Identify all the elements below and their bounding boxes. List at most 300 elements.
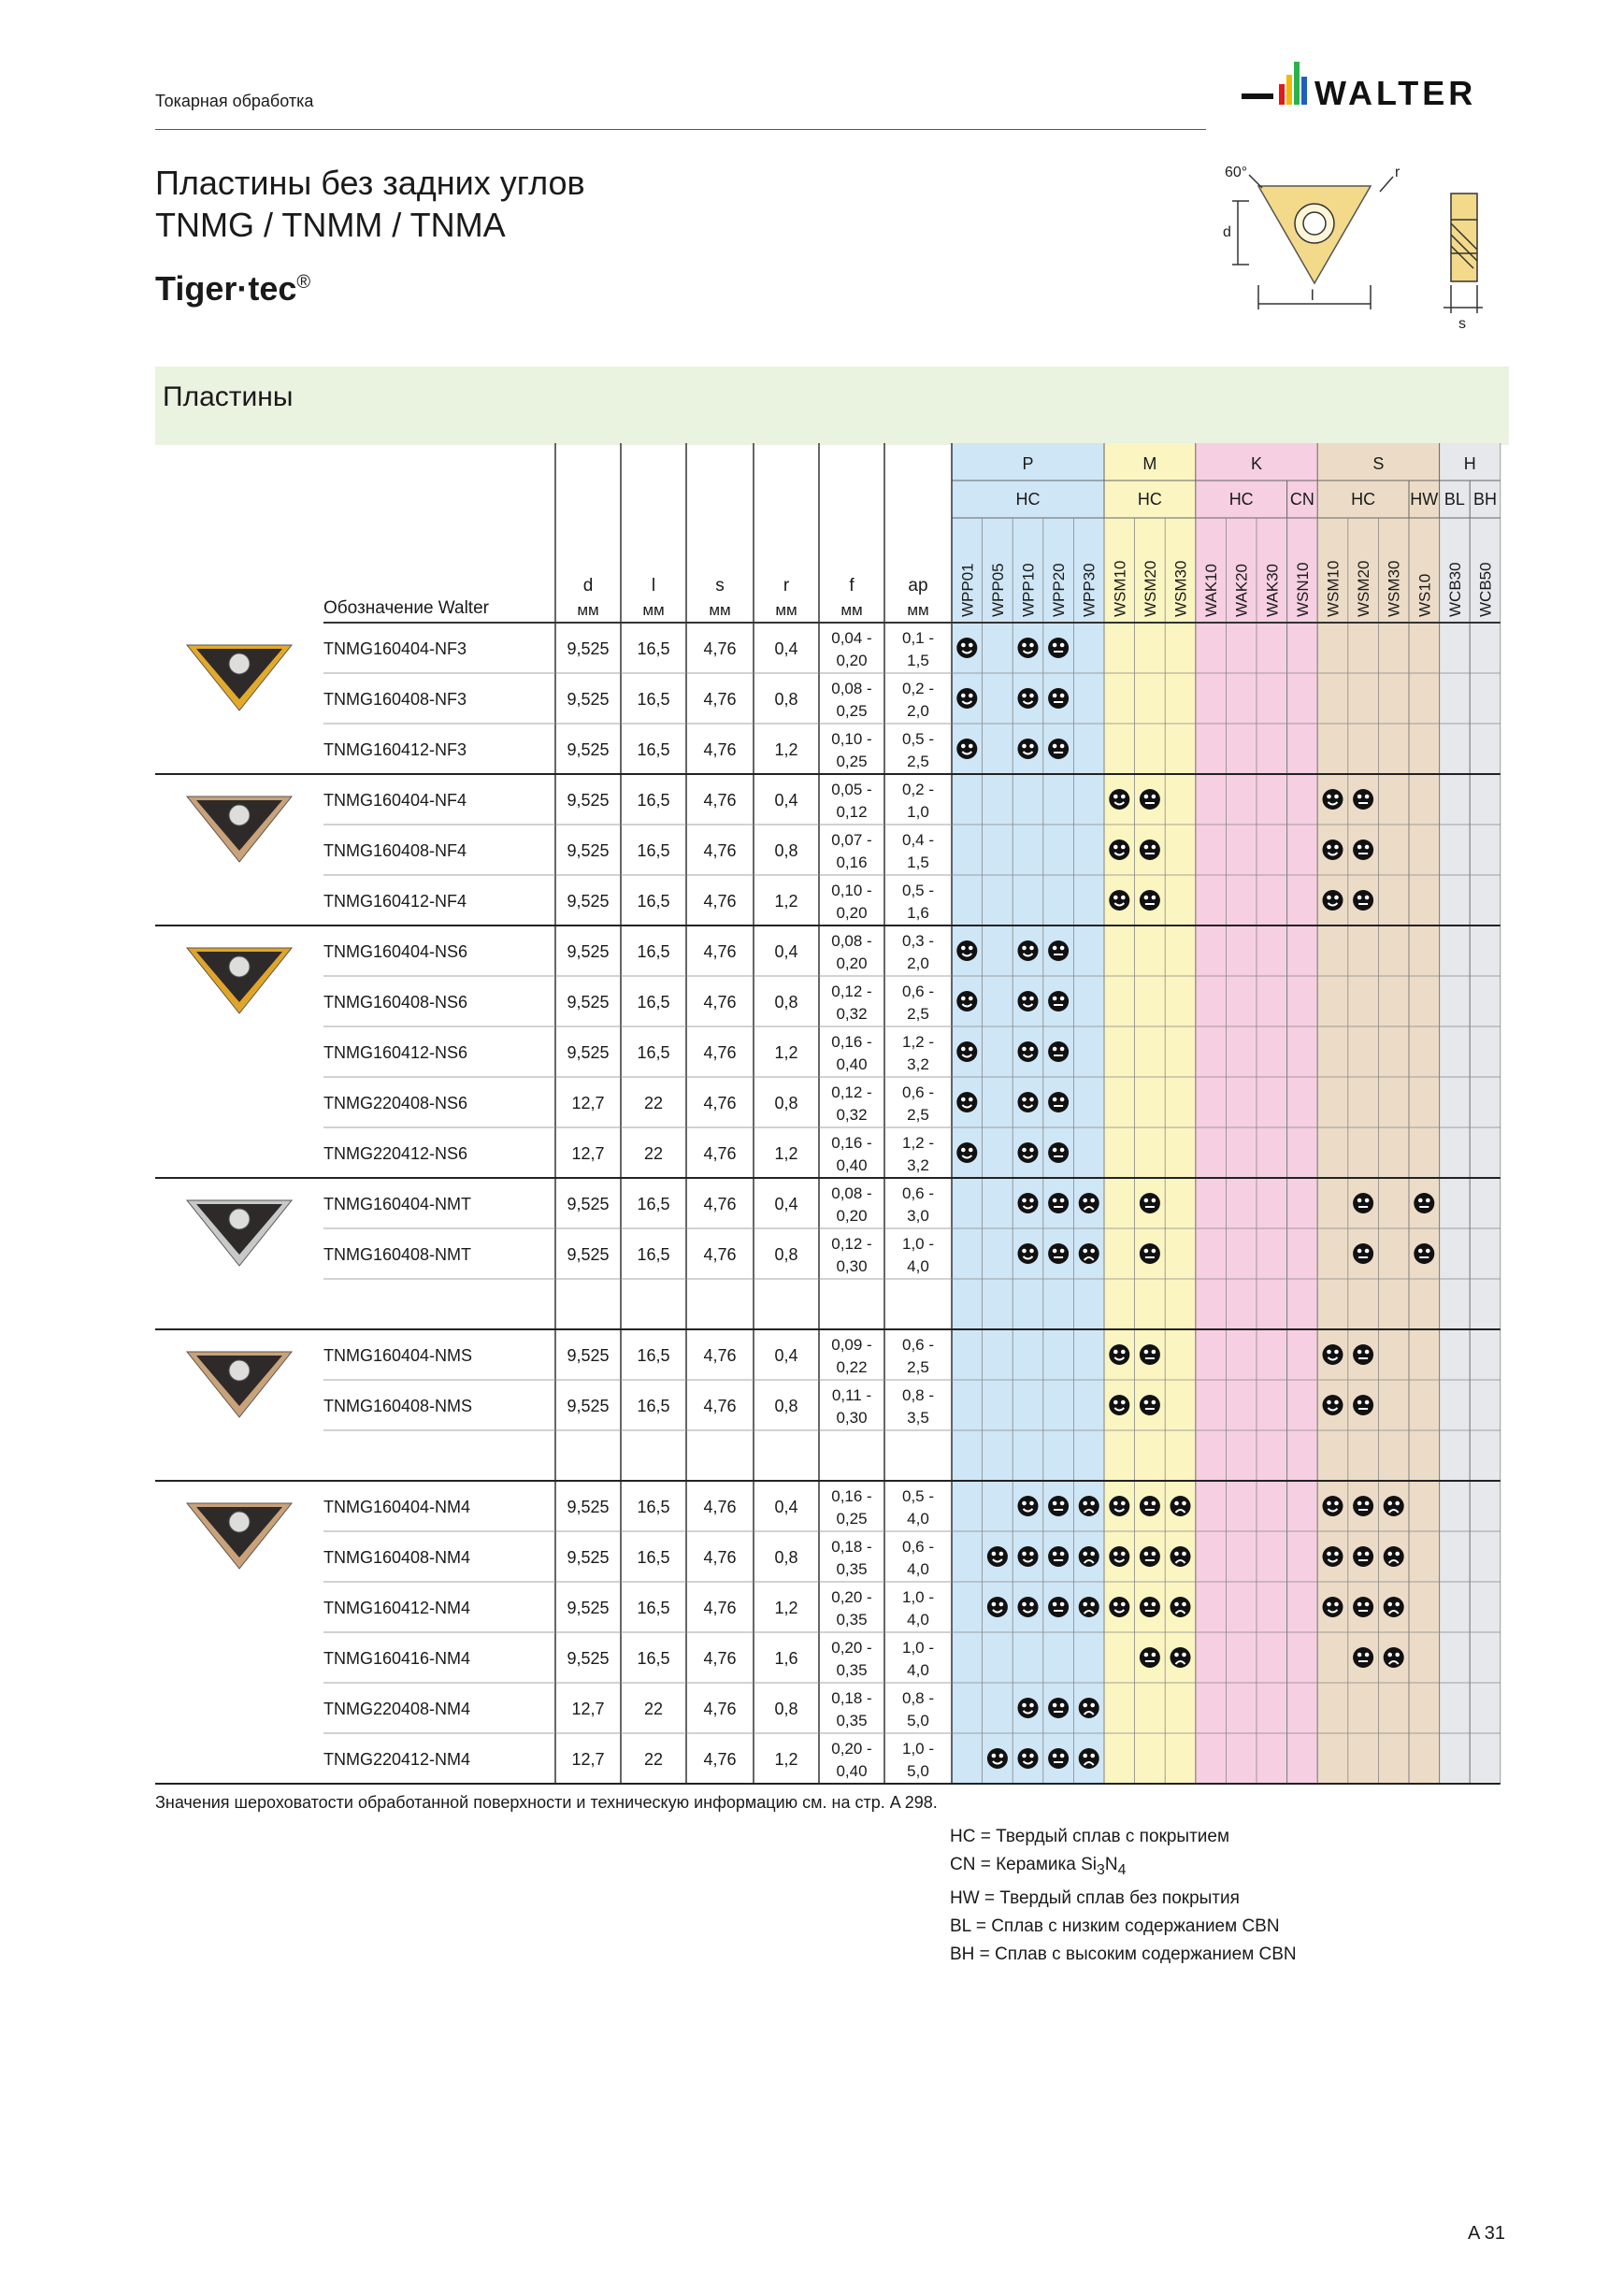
designation-header: Обозначение Walter bbox=[323, 598, 489, 618]
recommended-icon bbox=[1018, 688, 1039, 709]
dim-value: 4,76 bbox=[703, 1700, 737, 1718]
face-outline bbox=[1018, 638, 1039, 658]
depth-value: 0,3 - bbox=[901, 932, 935, 950]
depth-value: 1,2 - bbox=[901, 1033, 935, 1051]
face-eye bbox=[1053, 1754, 1057, 1758]
face-eye bbox=[1121, 1602, 1126, 1607]
face-eye bbox=[1029, 946, 1034, 951]
face-eye bbox=[1357, 1198, 1362, 1203]
legend-item: BL = Сплав с низким содержанием CBN bbox=[950, 1916, 1280, 1936]
face-eye bbox=[1357, 1602, 1362, 1607]
insert-code: TNMG160404-NF3 bbox=[323, 639, 467, 658]
face-eye bbox=[1022, 1754, 1027, 1758]
dim-value: 0,8 bbox=[774, 690, 798, 709]
brand-text: Tiger·tec bbox=[155, 269, 297, 308]
face-outline bbox=[1353, 1647, 1373, 1668]
face-eye bbox=[969, 1047, 973, 1052]
face-eye bbox=[1334, 1350, 1339, 1355]
depth-value: 0,8 - bbox=[901, 1689, 935, 1707]
face-outline bbox=[1140, 1647, 1160, 1668]
face-eye bbox=[1029, 1098, 1034, 1102]
face-eye bbox=[1387, 1653, 1392, 1657]
depth-value: 0,6 - bbox=[901, 1083, 935, 1101]
face-eye bbox=[1022, 694, 1027, 698]
material-group-M-bg bbox=[1104, 443, 1196, 1784]
face-eye bbox=[1121, 896, 1126, 900]
dim-value: 0,8 bbox=[774, 993, 798, 1012]
grade-class-label: HC bbox=[1137, 490, 1162, 509]
face-outline bbox=[1384, 1597, 1404, 1617]
dim-value: 16,5 bbox=[637, 1548, 670, 1567]
feed-value: 0,20 bbox=[836, 954, 868, 972]
dim-value: 9,525 bbox=[567, 740, 610, 759]
insert-image bbox=[187, 796, 292, 862]
face-eye bbox=[1022, 1501, 1027, 1506]
recommended-icon bbox=[956, 688, 977, 709]
grade-class-label: HW bbox=[1410, 490, 1439, 509]
depth-value: 4,0 bbox=[907, 1257, 929, 1275]
insert-code: TNMG160412-NS6 bbox=[323, 1043, 468, 1062]
material-group-label: M bbox=[1142, 454, 1157, 473]
suitable-icon bbox=[1048, 1041, 1069, 1062]
recommended-icon bbox=[956, 1142, 977, 1163]
insert-code: TNMG220408-NM4 bbox=[323, 1700, 471, 1718]
face-eye bbox=[1029, 1754, 1034, 1758]
depth-value: 1,0 bbox=[907, 803, 929, 821]
face-eye bbox=[1060, 1552, 1065, 1557]
dim-value: 0,4 bbox=[774, 639, 798, 658]
face-eye bbox=[1022, 997, 1027, 1001]
feed-value: 0,10 - bbox=[831, 730, 872, 748]
face-outline bbox=[1048, 688, 1069, 709]
suitable-icon bbox=[1048, 1496, 1069, 1516]
grade-label: WPP05 bbox=[988, 563, 1007, 617]
grade-label: WCB30 bbox=[1445, 562, 1464, 617]
face-eye bbox=[1060, 1754, 1065, 1758]
face-eye bbox=[1121, 1400, 1126, 1405]
face-outline bbox=[1048, 1041, 1069, 1062]
legend-item: HC = Твердый сплав с покрытием bbox=[950, 1827, 1230, 1846]
feed-value: 0,32 bbox=[836, 1106, 868, 1124]
face-outline bbox=[1323, 839, 1343, 860]
face-outline bbox=[956, 688, 977, 709]
face-eye bbox=[1053, 946, 1057, 951]
recommended-icon bbox=[1109, 789, 1129, 810]
insert-code: TNMG160412-NF3 bbox=[323, 740, 467, 759]
insert-hole bbox=[229, 1512, 250, 1532]
insert-code: TNMG160408-NM4 bbox=[323, 1548, 471, 1567]
face-outline bbox=[1109, 1344, 1129, 1365]
suitable-icon bbox=[1140, 1243, 1160, 1264]
face-outline bbox=[1048, 1698, 1069, 1718]
feed-value: 0,25 bbox=[836, 753, 868, 770]
dim-value: 4,76 bbox=[703, 993, 737, 1012]
insert-code: TNMG160404-NS6 bbox=[323, 942, 468, 961]
face-eye bbox=[961, 643, 966, 648]
face-outline bbox=[1171, 1647, 1191, 1668]
depth-value: 1,5 bbox=[907, 854, 929, 871]
face-eye bbox=[1022, 946, 1027, 951]
face-outline bbox=[1171, 1546, 1191, 1567]
grade-label: WAK20 bbox=[1232, 563, 1251, 617]
dim-value: 22 bbox=[643, 1144, 664, 1163]
recommended-icon bbox=[1109, 839, 1129, 860]
face-outline bbox=[1323, 1496, 1343, 1516]
face-outline bbox=[1323, 789, 1343, 810]
feed-value: 0,16 - bbox=[831, 1134, 872, 1152]
face-outline bbox=[1048, 1092, 1069, 1112]
recommended-icon bbox=[1018, 1092, 1039, 1112]
depth-value: 1,0 - bbox=[901, 1588, 935, 1606]
face-outline bbox=[1048, 991, 1069, 1012]
face-outline bbox=[1079, 1748, 1099, 1769]
face-eye bbox=[1060, 997, 1065, 1001]
face-eye bbox=[1174, 1552, 1179, 1557]
limited-icon bbox=[1079, 1748, 1099, 1769]
face-eye bbox=[1083, 1198, 1087, 1203]
dim-value: 12,7 bbox=[571, 1750, 605, 1769]
depth-value: 1,6 bbox=[907, 904, 929, 922]
face-outline bbox=[1414, 1193, 1434, 1213]
dim-value: 16,5 bbox=[637, 1245, 670, 1264]
dim-value: 9,525 bbox=[567, 1043, 610, 1062]
dim-value: 0,8 bbox=[774, 1094, 798, 1112]
face-eye bbox=[1357, 845, 1362, 850]
insert-image bbox=[187, 645, 292, 710]
face-eye bbox=[1053, 1552, 1057, 1557]
depth-value: 0,6 - bbox=[901, 983, 935, 1000]
suitable-icon bbox=[1414, 1193, 1434, 1213]
dim-value: 16,5 bbox=[637, 740, 670, 759]
dim-value: 16,5 bbox=[637, 1195, 670, 1213]
face-eye bbox=[1152, 1249, 1156, 1254]
dim-value: 9,525 bbox=[567, 791, 610, 810]
face-eye bbox=[961, 997, 966, 1001]
feed-value: 0,07 - bbox=[831, 831, 872, 849]
section-band bbox=[155, 366, 1509, 445]
insert-code: TNMG220412-NS6 bbox=[323, 1144, 468, 1163]
dim-unit-label: мм bbox=[577, 601, 599, 619]
face-outline bbox=[1018, 1597, 1039, 1617]
feed-value: 0,20 - bbox=[831, 1740, 872, 1758]
inserts-table bbox=[155, 443, 1509, 1789]
face-eye bbox=[1029, 1602, 1034, 1607]
face-eye bbox=[1121, 1350, 1126, 1355]
grade-label: WSM30 bbox=[1171, 560, 1190, 617]
dim-value: 4,76 bbox=[703, 1548, 737, 1567]
recommended-icon bbox=[1018, 991, 1039, 1012]
face-eye bbox=[1144, 1400, 1149, 1405]
recommended-icon bbox=[987, 1597, 1008, 1617]
face-eye bbox=[1357, 1350, 1362, 1355]
dim-value: 0,4 bbox=[774, 1195, 798, 1213]
grade-label: WAK10 bbox=[1202, 563, 1221, 617]
face-eye bbox=[1083, 1501, 1087, 1506]
dim-value: 1,2 bbox=[774, 1750, 798, 1769]
face-eye bbox=[1426, 1198, 1430, 1203]
face-eye bbox=[1144, 845, 1149, 850]
face-eye bbox=[1113, 1501, 1118, 1506]
face-eye bbox=[1083, 1552, 1087, 1557]
face-outline bbox=[1140, 1546, 1160, 1567]
face-eye bbox=[1365, 845, 1370, 850]
face-outline bbox=[1384, 1546, 1404, 1567]
suitable-icon bbox=[1140, 1647, 1160, 1668]
face-eye bbox=[1182, 1653, 1186, 1657]
face-outline bbox=[1018, 688, 1039, 709]
depth-value: 2,0 bbox=[907, 954, 929, 972]
face-outline bbox=[1048, 1546, 1069, 1567]
face-eye bbox=[1357, 1501, 1362, 1506]
face-eye bbox=[1327, 845, 1331, 850]
angle-label: 60° bbox=[1225, 165, 1248, 180]
suitable-icon bbox=[1048, 1243, 1069, 1264]
recommended-icon bbox=[987, 1546, 1008, 1567]
recommended-icon bbox=[1018, 1597, 1039, 1617]
limited-icon bbox=[1384, 1597, 1404, 1617]
face-eye bbox=[969, 1098, 973, 1102]
depth-value: 0,5 - bbox=[901, 730, 935, 748]
face-outline bbox=[956, 739, 977, 759]
face-eye bbox=[1022, 1098, 1027, 1102]
face-eye bbox=[1022, 1602, 1027, 1607]
face-eye bbox=[1029, 744, 1034, 749]
grade-label: WPP01 bbox=[958, 563, 977, 617]
feed-value: 0,11 - bbox=[831, 1386, 872, 1404]
face-outline bbox=[1323, 1344, 1343, 1365]
depth-value: 4,0 bbox=[907, 1611, 929, 1629]
face-eye bbox=[1357, 795, 1362, 799]
face-outline bbox=[1140, 1193, 1160, 1213]
depth-value: 1,0 - bbox=[901, 1740, 935, 1758]
depth-value: 2,5 bbox=[907, 753, 929, 770]
feed-value: 0,12 - bbox=[831, 1083, 872, 1101]
face-eye bbox=[1022, 1047, 1027, 1052]
feed-value: 0,05 - bbox=[831, 781, 872, 798]
feed-value: 0,35 bbox=[836, 1560, 868, 1578]
depth-value: 0,5 - bbox=[901, 1487, 935, 1505]
dim-value: 4,76 bbox=[703, 1144, 737, 1163]
face-eye bbox=[1083, 1754, 1087, 1758]
suitable-icon bbox=[1048, 1698, 1069, 1718]
face-outline bbox=[1018, 1193, 1039, 1213]
face-outline bbox=[1109, 789, 1129, 810]
face-outline bbox=[1048, 1243, 1069, 1264]
insert-hole bbox=[229, 653, 250, 674]
depth-value: 5,0 bbox=[907, 1762, 929, 1780]
suitable-icon bbox=[1048, 1597, 1069, 1617]
suitable-icon bbox=[1048, 1092, 1069, 1112]
suitable-icon bbox=[1140, 1496, 1160, 1516]
face-eye bbox=[1022, 1249, 1027, 1254]
dim-header-label: l bbox=[651, 576, 656, 596]
limited-icon bbox=[1384, 1496, 1404, 1516]
face-eye bbox=[1090, 1249, 1095, 1254]
insert-image bbox=[187, 1352, 292, 1417]
dim-value: 16,5 bbox=[637, 639, 670, 658]
face-outline bbox=[1079, 1546, 1099, 1567]
face-outline bbox=[1018, 940, 1039, 961]
recommended-icon bbox=[1323, 839, 1343, 860]
face-eye bbox=[1053, 997, 1057, 1001]
face-eye bbox=[992, 1602, 997, 1607]
material-group-label: K bbox=[1250, 454, 1263, 473]
dim-value: 9,525 bbox=[567, 690, 610, 709]
dim-unit-label: мм bbox=[709, 601, 731, 619]
feed-value: 0,10 - bbox=[831, 882, 872, 899]
feed-value: 0,16 - bbox=[831, 1033, 872, 1051]
dim-value: 9,525 bbox=[567, 1649, 610, 1668]
dim-value: 0,4 bbox=[774, 1346, 798, 1365]
suitable-icon bbox=[1048, 739, 1069, 759]
insert-hole bbox=[229, 1209, 250, 1229]
face-eye bbox=[1083, 1602, 1087, 1607]
face-eye bbox=[1113, 1552, 1118, 1557]
insert-image bbox=[187, 948, 292, 1013]
face-eye bbox=[969, 997, 973, 1001]
depth-value: 3,2 bbox=[907, 1156, 929, 1174]
suitable-icon bbox=[1048, 940, 1069, 961]
face-eye bbox=[1365, 1501, 1370, 1506]
suitable-icon bbox=[1048, 991, 1069, 1012]
face-eye bbox=[969, 694, 973, 698]
face-eye bbox=[1144, 1653, 1149, 1657]
face-eye bbox=[1365, 1249, 1370, 1254]
dim-value: 16,5 bbox=[637, 1397, 670, 1415]
feed-value: 0,18 - bbox=[831, 1689, 872, 1707]
dim-value: 1,2 bbox=[774, 1043, 798, 1062]
face-outline bbox=[1018, 1698, 1039, 1718]
suitable-icon bbox=[1048, 1142, 1069, 1163]
feed-value: 0,12 - bbox=[831, 983, 872, 1000]
dim-value: 9,525 bbox=[567, 1548, 610, 1567]
face-eye bbox=[1152, 1653, 1156, 1657]
recommended-icon bbox=[1018, 940, 1039, 961]
face-outline bbox=[956, 1142, 977, 1163]
face-eye bbox=[1090, 1754, 1095, 1758]
limited-icon bbox=[1171, 1546, 1191, 1567]
feed-value: 0,08 - bbox=[831, 1184, 872, 1202]
insert-code: TNMG160408-NMT bbox=[323, 1245, 472, 1264]
dim-value: 4,76 bbox=[703, 1195, 737, 1213]
face-outline bbox=[1048, 940, 1069, 961]
face-eye bbox=[1029, 643, 1034, 648]
suitable-icon bbox=[1140, 789, 1160, 810]
insert-code: TNMG220412-NM4 bbox=[323, 1750, 471, 1769]
dim-value: 1,2 bbox=[774, 740, 798, 759]
logo-text: WALTER bbox=[1314, 74, 1477, 112]
dim-value: 9,525 bbox=[567, 892, 610, 911]
section-band-label: Пластины bbox=[163, 381, 294, 412]
suitable-icon bbox=[1140, 1395, 1160, 1415]
face-eye bbox=[1144, 1602, 1149, 1607]
suitable-icon bbox=[1353, 1597, 1373, 1617]
suitable-icon bbox=[1353, 1395, 1373, 1415]
face-eye bbox=[1121, 795, 1126, 799]
face-eye bbox=[1060, 1602, 1065, 1607]
face-outline bbox=[1018, 1142, 1039, 1163]
face-outline bbox=[987, 1748, 1008, 1769]
face-eye bbox=[1387, 1501, 1392, 1506]
recommended-icon bbox=[1109, 1546, 1129, 1567]
face-eye bbox=[1060, 1047, 1065, 1052]
dim-value: 1,2 bbox=[774, 892, 798, 911]
dim-value: 16,5 bbox=[637, 1346, 670, 1365]
suitable-icon bbox=[1353, 1647, 1373, 1668]
face-outline bbox=[1079, 1496, 1099, 1516]
dim-value: 4,76 bbox=[703, 1346, 737, 1365]
limited-icon bbox=[1079, 1546, 1099, 1567]
face-outline bbox=[1048, 1748, 1069, 1769]
insert-code: TNMG160408-NF4 bbox=[323, 841, 467, 860]
feed-value: 0,20 - bbox=[831, 1639, 872, 1657]
feed-value: 0,40 bbox=[836, 1762, 868, 1780]
grade-label: WSM30 bbox=[1385, 560, 1403, 617]
dim-header-label: ap bbox=[908, 576, 928, 596]
face-outline bbox=[1018, 1748, 1039, 1769]
face-outline bbox=[1140, 890, 1160, 911]
recommended-icon bbox=[1018, 1041, 1039, 1062]
dim-value: 12,7 bbox=[571, 1700, 605, 1718]
face-eye bbox=[1029, 1198, 1034, 1203]
registered-mark: ® bbox=[296, 272, 311, 293]
face-eye bbox=[1327, 1602, 1331, 1607]
face-eye bbox=[1060, 694, 1065, 698]
face-eye bbox=[969, 1148, 973, 1153]
dim-value: 22 bbox=[643, 1094, 664, 1112]
face-eye bbox=[992, 1754, 997, 1758]
face-outline bbox=[1079, 1698, 1099, 1718]
recommended-icon bbox=[1109, 1395, 1129, 1415]
limited-icon bbox=[1079, 1193, 1099, 1213]
grade-class-label: CN bbox=[1289, 490, 1314, 509]
dim-unit-label: мм bbox=[840, 601, 863, 619]
dim-value: 0,4 bbox=[774, 942, 798, 961]
face-eye bbox=[1144, 1501, 1149, 1506]
grade-label: WSM10 bbox=[1111, 560, 1129, 617]
limited-icon bbox=[1171, 1496, 1191, 1516]
face-eye bbox=[1060, 744, 1065, 749]
limited-icon bbox=[1171, 1647, 1191, 1668]
grade-label: WS10 bbox=[1415, 573, 1434, 617]
dim-value: 16,5 bbox=[637, 1649, 670, 1668]
face-outline bbox=[1353, 1193, 1373, 1213]
face-outline bbox=[1353, 1395, 1373, 1415]
brand-name bbox=[155, 269, 310, 309]
face-eye bbox=[1022, 1552, 1027, 1557]
recommended-icon bbox=[1018, 1698, 1039, 1718]
face-eye bbox=[1365, 1552, 1370, 1557]
recommended-icon bbox=[1109, 890, 1129, 911]
page-title-line1: Пластины без задних углов bbox=[155, 164, 585, 202]
suitable-icon bbox=[1048, 1748, 1069, 1769]
face-eye bbox=[1029, 1047, 1034, 1052]
suitable-icon bbox=[1140, 1193, 1160, 1213]
feed-value: 0,08 - bbox=[831, 932, 872, 950]
face-outline bbox=[1109, 1546, 1129, 1567]
face-eye bbox=[969, 643, 973, 648]
face-outline bbox=[1018, 1496, 1039, 1516]
face-outline bbox=[1048, 1193, 1069, 1213]
face-outline bbox=[1323, 1395, 1343, 1415]
grade-class-label: HC bbox=[1015, 490, 1041, 509]
face-eye bbox=[1060, 643, 1065, 648]
face-eye bbox=[1022, 1703, 1027, 1708]
face-eye bbox=[1060, 1098, 1065, 1102]
face-eye bbox=[1090, 1552, 1095, 1557]
face-eye bbox=[1083, 1703, 1087, 1708]
insert-code: TNMG160412-NF4 bbox=[323, 892, 467, 911]
